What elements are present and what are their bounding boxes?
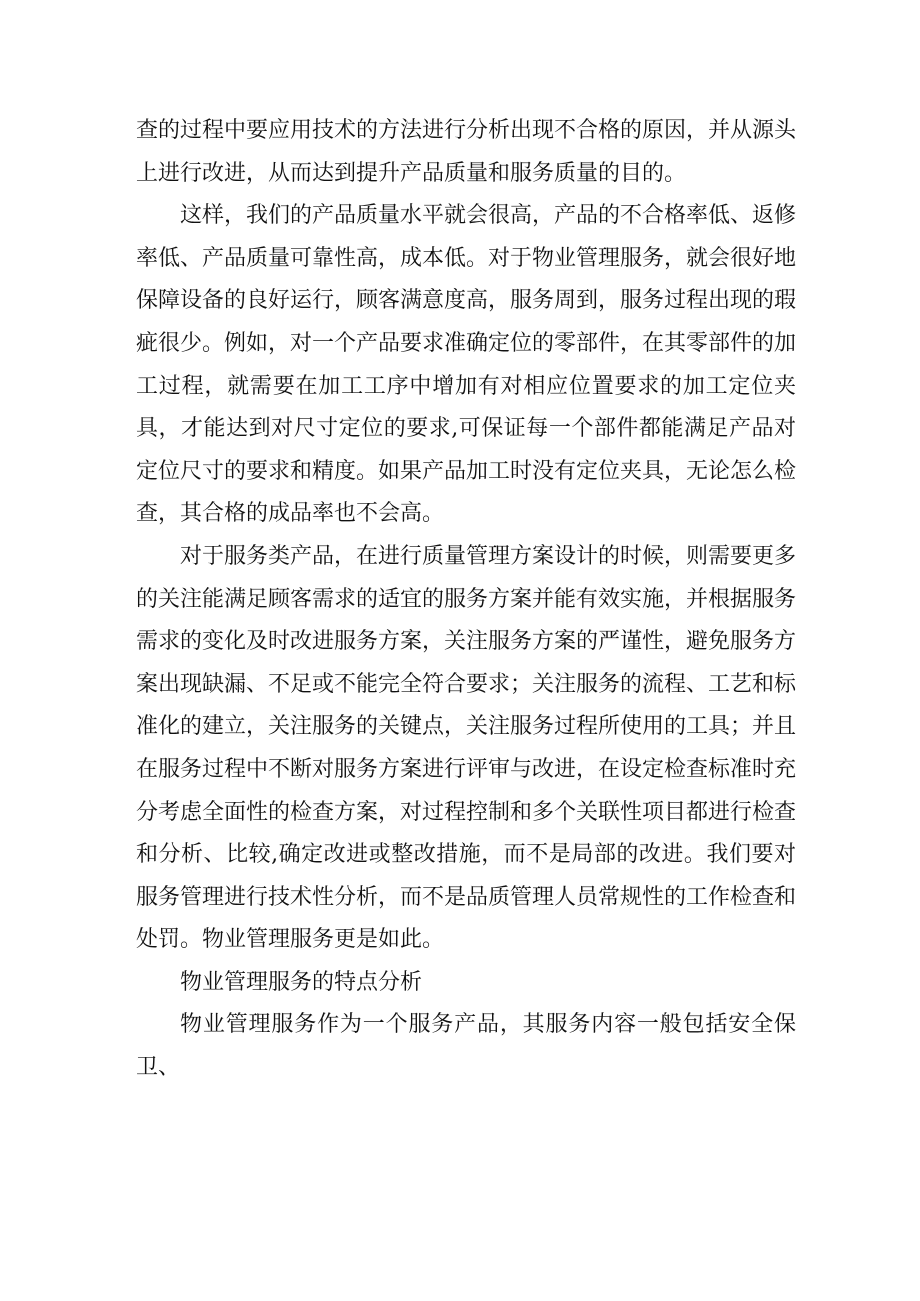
section-heading: 物业管理服务的特点分析	[180, 969, 423, 995]
paragraph-quality-level: 这样，我们的产品质量水平就会很高，产品的不合格率低、返修率低、产品质量可靠性高，成本低。对于物业管理服务，就会很好地保障设备的良好运行，顾客满意度高，服务周到，服务过程出现的瑕疵很少。例如，对一个产品要求准确定位的零部件，在其零部件的加工过程，就需要在加工工序中增加有对相应位置要求的加工定位夹具，才能达到对尺寸定位的要求,可保证每一个部件都能满足产品对定位尺寸的要求和精度。如果产品加工时没有定位夹具，无论怎么检查，其合格的成品率也不会高。	[136, 203, 797, 527]
paragraph-service-products: 对于服务类产品，在进行质量管理方案设计的时候，则需要更多的关注能满足顾客需求的适宜的服务方案并能有效实施，并根据服务需求的变化及时改进服务方案，关注服务方案的严谨性，避免服务方案出现缺漏、不足或不能完全符合要求；关注服务的流程、工艺和标准化的建立，关注服务的关键点，关注服务过程所使用的工具；并且在服务过程中不断对服务方案进行评审与改进，在设定检查标准时充分考虑全面性的检查方案，对过程控制和多个关联性项目都进行检查和分析、比较,确定改进或整改措施，而不是局部的改进。我们要对服务管理进行技术性分析，而不是品质管理人员常规性的工作检查和处罚。物业管理服务更是如此。	[136, 543, 797, 953]
body-text	[136, 110, 796, 1090]
paragraph-continuation: 查的过程中要应用技术的方法进行分析出现不合格的原因，并从源头上进行改进，从而达到提升产品质量和服务质量的目的。	[136, 118, 797, 186]
paragraph-property-service: 物业管理服务作为一个服务产品，其服务内容一般包括安全保卫、	[136, 1012, 796, 1081]
